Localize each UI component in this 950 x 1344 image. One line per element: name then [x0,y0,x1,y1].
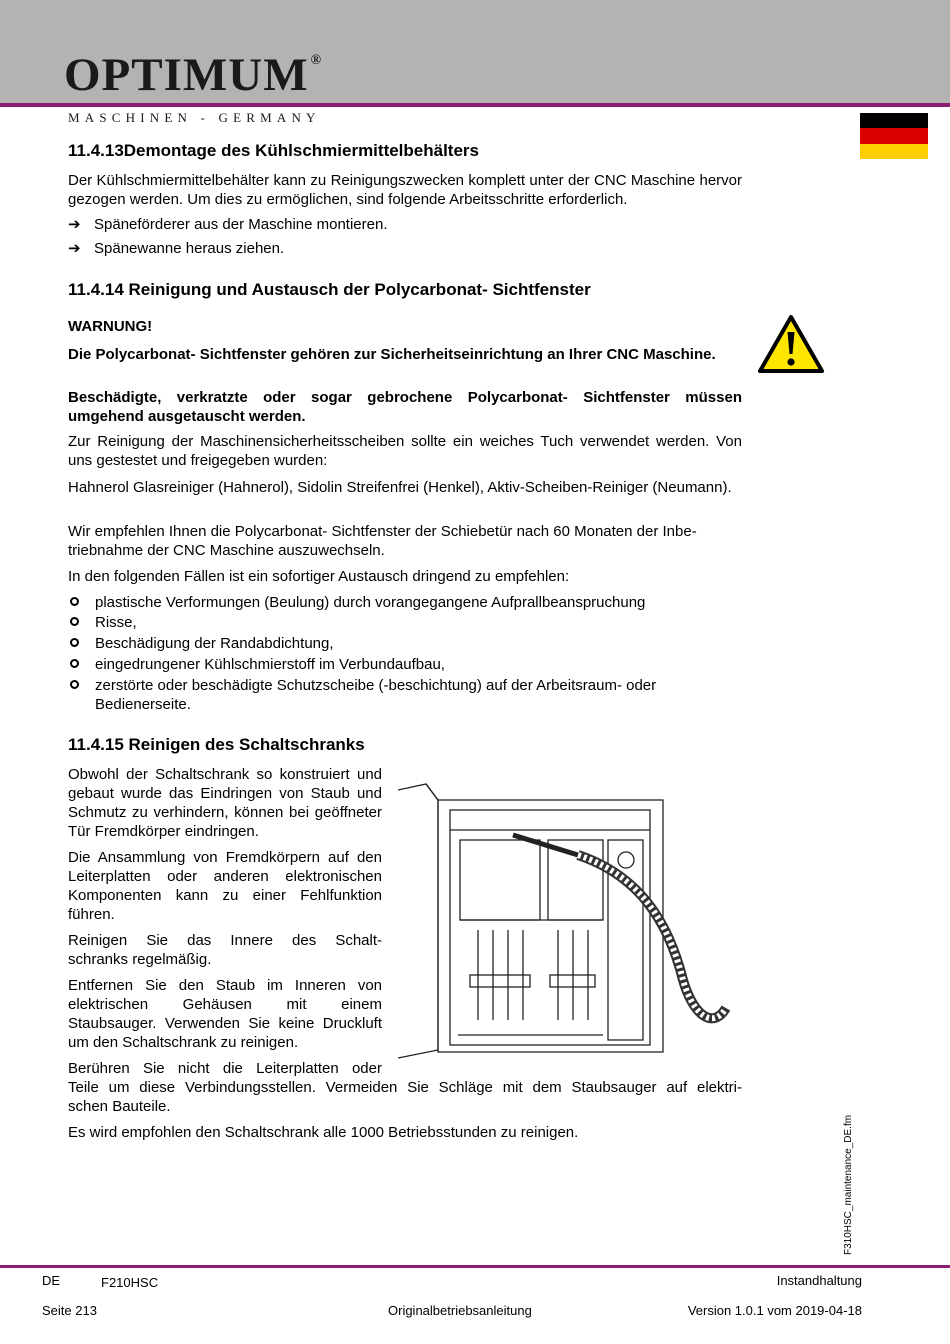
bullet-icon [70,597,79,606]
replacement-paragraph: Wir empfehlen Ihnen die Polycarbonat- Sichtfenster der Schiebetür nach 60 Monaten der Inbe- triebnahme der CNC Maschine auszuwechseln. [68,523,697,559]
footer-doc-type: Originalbetriebsanleitung [388,1303,532,1318]
cabinet-paragraph-1: Obwohl der Schaltschrank so konstruiert und gebaut wurde das Eindringen von Staub und Schmutz zu verhindern, können bei geöffneter Tür Fremdkörper eindringen. [68,766,382,840]
bullet-icon [70,617,79,626]
file-name-label: F310HSC_maintenance_DE.fm [843,1114,854,1255]
footer-model: F210HSC [101,1275,159,1290]
section-heading-2: 11.4.14 Reinigung und Austausch der Polycarbonat- Sichtfenster [68,280,591,299]
arrow-right-icon: ➔ [68,216,81,233]
footer-chapter: Instandhaltung [776,1273,862,1288]
arrow-right-icon: ➔ [68,240,81,257]
bullet-icon [70,659,79,668]
cleaning-paragraph: Zur Reinigung der Maschinensicherheitsscheiben sollte ein weiches Tuch verwendet werden. Von uns gestestet und freigegeben wurden: [68,433,742,469]
control-cabinet-illustration [398,780,743,1063]
german-flag-icon [860,113,928,159]
brand-tagline: MASCHINEN - GERMANY [68,110,321,125]
warning-label: WARNUNG! [68,318,153,335]
section1-paragraph: Der Kühlschmiermittelbehälter kann zu Reinigungszwecken komplett unter der CNC Maschine hervor gezogen werden. Um dies zu ermöglichen, sind folgende Arbeitsschritte erforderlich. [68,172,742,208]
cabinet-paragraph-3: Reinigen Sie das Innere des Schalt- schranks regelmäßig. [68,932,382,968]
cases-intro: In den folgenden Fällen ist ein sofortiger Austausch dringend zu empfehlen: [68,568,570,585]
footer-page-number: Seite 213 [42,1303,97,1318]
section-heading-1: 11.4.13Demontage des Kühlschmiermittelbehälters [68,141,479,160]
warning-triangle-icon [757,314,825,374]
footer-language: DE [42,1273,61,1288]
footer-version: Version 1.0.1 vom 2019-04-18 [687,1303,862,1318]
cabinet-paragraph-4: Entfernen Sie den Staub im Inneren von elektrischen Gehäusen mit einem Staubsauger. Verwenden Sie keine Druckluft um den Schaltschrank zu reinigen. [68,977,382,1051]
cabinet-paragraph-2: Die Ansammlung von Fremdkörpern auf den Leiterplatten oder anderen elektronischen Komponenten kann zu einer Fehlfunktion führen. [68,849,382,923]
footer-divider [0,1265,950,1268]
section-heading-3: 11.4.15 Reinigen des Schaltschranks [68,735,365,754]
warning-text-1: Die Polycarbonat- Sichtfenster gehören zur Sicherheitseinrichtung an Ihrer CNC Maschine. [68,346,716,363]
brand-logo: OPTIMUM ® [64,49,323,101]
step-item: ➔ Späneförderer aus der Maschine montieren. [68,216,388,233]
bullet-icon [70,638,79,647]
step-item: ➔ Spänewanne heraus ziehen. [68,240,285,257]
cabinet-paragraph-5: Berühren Sie nicht die Leiterplatten oder Teile um diese Verbindungsstellen. Vermeiden Sie Schläge mit dem Staubsauger auf elektri- schen Bauteile. [68,1060,742,1115]
bullet-icon [70,680,79,689]
cabinet-paragraph-6: Es wird empfohlen den Schaltschrank alle 1000 Betriebsstunden zu reinigen. [68,1124,579,1141]
cleaners-paragraph: Hahnerol Glasreiniger (Hahnerol), Sidolin Streifenfrei (Henkel), Aktiv-Scheiben-Reiniger (Neumann). [68,479,732,496]
warning-text-2: Beschädigte, verkratzte oder sogar gebrochene Polycarbonat- Sichtfenster müssen umgehend ausgetauscht werden. [68,389,742,425]
header-divider [0,103,950,107]
